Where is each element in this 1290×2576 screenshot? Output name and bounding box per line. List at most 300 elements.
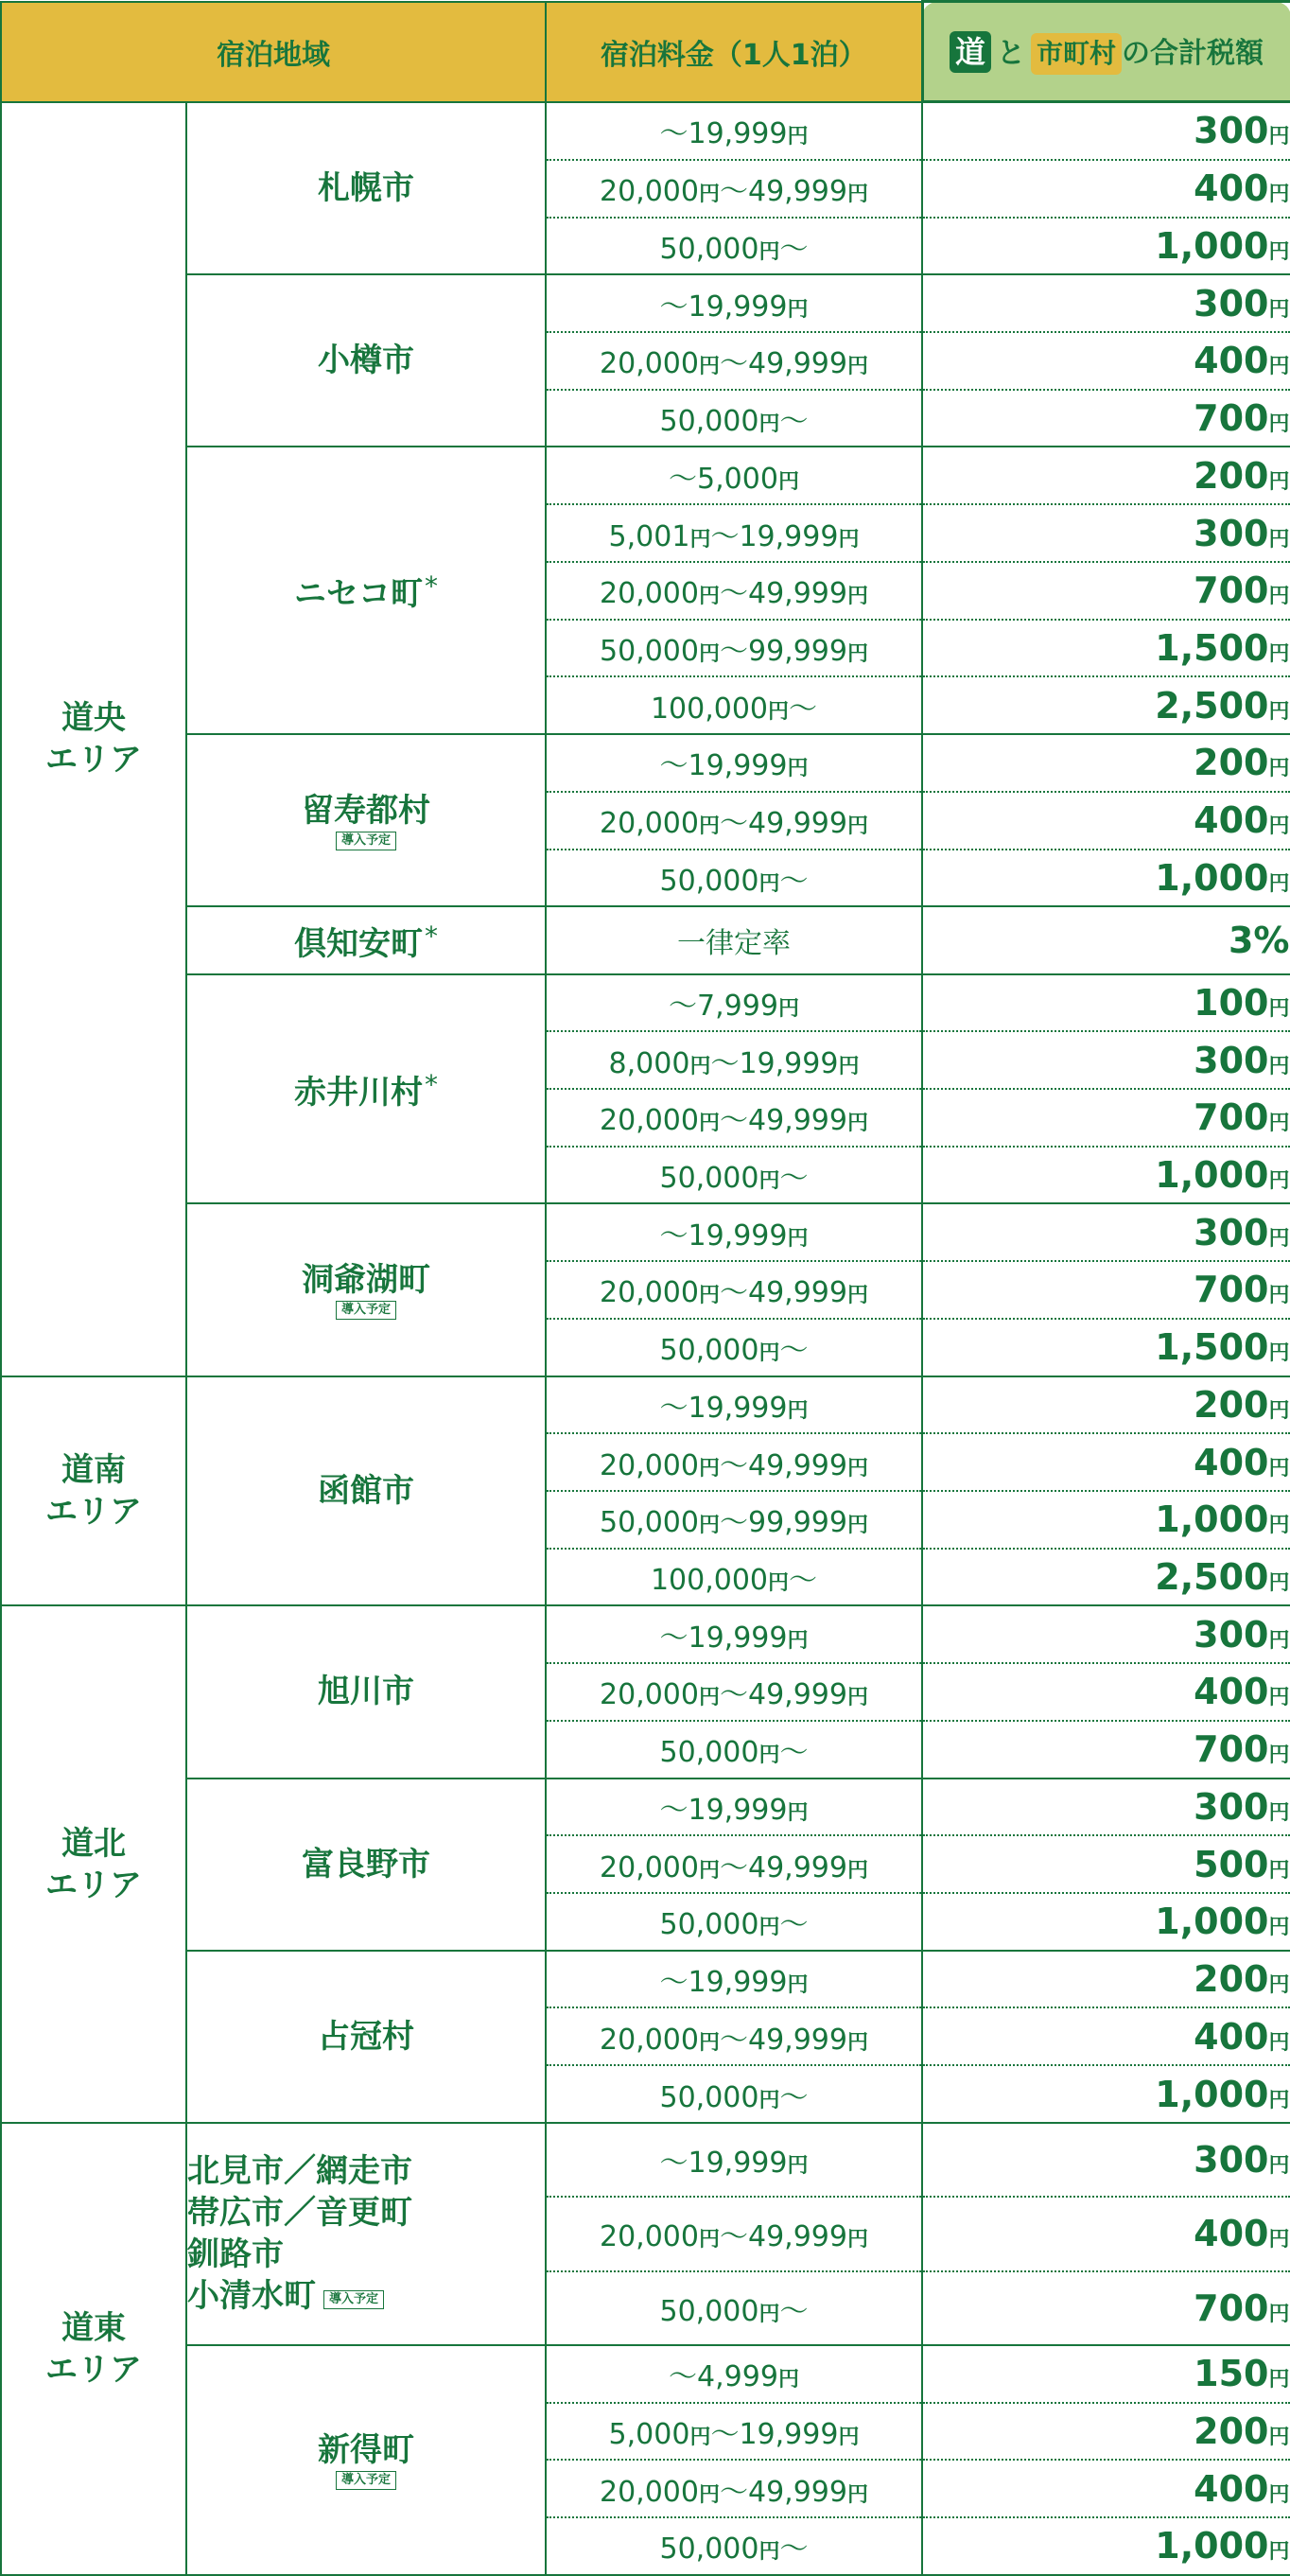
tax-amount-cell <box>922 2517 1290 2575</box>
tax-amount-cell <box>922 2123 1290 2197</box>
municipality-name: 釧路市 <box>187 2235 284 2274</box>
yen-unit: 円 <box>787 1398 809 1423</box>
yen-unit: 円 <box>758 1341 780 1366</box>
asterisk-mark: * <box>425 570 438 603</box>
yen-unit: 円 <box>838 2425 860 2449</box>
table-row <box>1 2123 1290 2197</box>
price-text: 〜19,999円 <box>659 749 809 783</box>
price-range-cell <box>546 1605 922 1663</box>
yen-unit: 円 <box>698 1284 720 1308</box>
yen-unit: 円 <box>1268 1858 1290 1883</box>
yen-unit: 円 <box>1268 1916 1290 1940</box>
tax-amount-cell <box>922 2197 1290 2270</box>
tax-value: 1,000 <box>1155 856 1269 899</box>
price-text: 5,001円〜19,999円 <box>608 519 860 553</box>
price-text: 20,000円〜49,999円 <box>600 2220 868 2254</box>
price-range-cell <box>546 2460 922 2517</box>
price-range-cell <box>546 447 922 504</box>
yen-unit: 円 <box>1268 297 1290 322</box>
yen-unit: 円 <box>698 355 720 379</box>
yen-unit: 円 <box>1268 1398 1290 1423</box>
tax-value: 700 <box>1194 2287 1269 2329</box>
tax-value: 400 <box>1194 2213 1269 2255</box>
yen-unit: 円 <box>1268 1571 1290 1596</box>
yen-unit: 円 <box>1268 183 1290 207</box>
yen-unit: 円 <box>846 641 868 666</box>
tax-value: 1,000 <box>1155 1498 1269 1541</box>
tax-value: 200 <box>1194 2410 1269 2452</box>
municipality-line <box>187 1470 545 1512</box>
price-range-cell <box>546 562 922 620</box>
municipality-line <box>187 1844 545 1885</box>
table-row <box>1 1203 1290 1261</box>
tax-amount-cell <box>922 1951 1290 2008</box>
price-text: 50,000円〜 <box>659 2080 809 2114</box>
price-text: 〜19,999円 <box>659 289 809 324</box>
yen-unit: 円 <box>1268 699 1290 724</box>
tax-amount-cell <box>922 1319 1290 1376</box>
price-range-cell <box>546 1549 922 1606</box>
yen-unit: 円 <box>698 2228 720 2252</box>
yen-unit: 円 <box>846 2228 868 2252</box>
tax-value: 200 <box>1194 742 1269 784</box>
municipality-name: 函館市 <box>318 1471 414 1510</box>
price-text: 〜19,999円 <box>659 1621 809 1655</box>
yen-unit: 円 <box>768 1571 790 1596</box>
tax-value: 300 <box>1194 1039 1269 1081</box>
price-range-cell <box>546 2517 922 2575</box>
tax-value: 2,500 <box>1155 1556 1269 1599</box>
price-range-cell <box>546 160 922 218</box>
tax-amount-cell <box>922 1491 1290 1549</box>
price-text: 20,000円〜49,999円 <box>600 1850 868 1884</box>
municipality-line <box>187 1259 545 1301</box>
tax-value: 700 <box>1194 1728 1269 1771</box>
asterisk-mark: * <box>425 1068 438 1100</box>
tax-amount-cell <box>922 1261 1290 1319</box>
municipality-cell <box>186 274 546 447</box>
price-text: 〜19,999円 <box>659 1793 809 1827</box>
tax-value: 300 <box>1194 512 1269 554</box>
price-text: 20,000円〜49,999円 <box>600 2023 868 2057</box>
table-row <box>1 102 1290 160</box>
price-range-cell <box>546 332 922 390</box>
price-text: 〜7,999円 <box>669 989 799 1023</box>
price-range-cell <box>546 1893 922 1951</box>
price-range-cell <box>546 1835 922 1893</box>
yen-unit: 円 <box>689 527 711 552</box>
city-badge: 市町村 <box>1031 33 1122 75</box>
yen-unit: 円 <box>698 183 720 207</box>
table-row <box>1 734 1290 792</box>
tax-amount-cell <box>922 1779 1290 1836</box>
municipality-name: 洞爺湖町 <box>302 1261 430 1300</box>
yen-unit: 円 <box>689 2425 711 2449</box>
yen-unit: 円 <box>758 412 780 437</box>
tax-amount-cell <box>922 792 1290 850</box>
yen-unit: 円 <box>787 757 809 781</box>
price-text: 一律定率 <box>677 926 791 960</box>
municipality-cell <box>186 1779 546 1951</box>
tax-value: 200 <box>1194 1383 1269 1426</box>
tax-value: 300 <box>1194 1211 1269 1253</box>
price-text: 50,000円〜 <box>659 864 809 898</box>
price-text: 50,000円〜 <box>659 1162 809 1196</box>
tax-value: 400 <box>1194 2015 1269 2058</box>
yen-unit: 円 <box>1268 469 1290 494</box>
price-text: 〜19,999円 <box>659 117 809 151</box>
tax-value: 700 <box>1194 1269 1269 1311</box>
tax-amount-cell <box>922 734 1290 792</box>
price-text: 8,000円〜19,999円 <box>608 1046 860 1080</box>
municipality-line <box>187 1671 545 1712</box>
tax-value: 1,000 <box>1155 224 1269 267</box>
yen-unit: 円 <box>1268 1226 1290 1251</box>
municipality-name: 小樽市 <box>318 342 414 380</box>
yen-unit: 円 <box>838 1054 860 1078</box>
yen-unit: 円 <box>846 2030 868 2055</box>
tax-value: 1,000 <box>1155 1154 1269 1197</box>
price-text: 100,000円〜 <box>650 692 818 726</box>
price-text: 100,000円〜 <box>650 1564 818 1598</box>
tax-amount-cell <box>922 974 1290 1032</box>
municipality-name: 北見市／網走市 <box>187 2152 412 2191</box>
yen-unit: 円 <box>787 1628 809 1653</box>
yen-unit: 円 <box>1268 239 1290 264</box>
intro-planned-badge: 導入予定 <box>336 832 396 850</box>
price-range-cell <box>546 1779 922 1836</box>
municipality-cell <box>186 1951 546 2123</box>
price-text: 20,000円〜49,999円 <box>600 347 868 381</box>
yen-unit: 円 <box>758 1744 780 1768</box>
tax-amount-cell <box>922 1031 1290 1089</box>
tax-value: 150 <box>1194 2353 1269 2395</box>
yen-unit: 円 <box>1268 1456 1290 1481</box>
tax-value: 400 <box>1194 1441 1269 1483</box>
table-row <box>1 974 1290 1032</box>
tax-value: 2,500 <box>1155 684 1269 727</box>
tax-value: 1,000 <box>1155 2525 1269 2567</box>
price-text: 50,000円〜 <box>659 1334 809 1368</box>
table-row <box>1 2345 1290 2403</box>
price-range-cell <box>546 2065 922 2123</box>
tax-amount-cell <box>922 2345 1290 2403</box>
yen-unit: 円 <box>846 585 868 609</box>
price-text: 〜19,999円 <box>659 1391 809 1425</box>
municipality-line <box>187 1064 545 1113</box>
yen-unit: 円 <box>1268 1054 1290 1078</box>
tax-amount-cell <box>922 274 1290 332</box>
yen-unit: 円 <box>1268 2425 1290 2449</box>
price-text: 50,000円〜99,999円 <box>600 1506 868 1540</box>
municipality-line <box>187 2234 545 2275</box>
tax-amount-cell <box>922 562 1290 620</box>
yen-unit: 円 <box>838 527 860 552</box>
yen-unit: 円 <box>846 1456 868 1481</box>
intro-planned-badge: 導入予定 <box>336 1301 396 1320</box>
municipality-cell <box>186 2345 546 2575</box>
tax-amount-cell <box>922 1376 1290 1434</box>
yen-unit: 円 <box>758 239 780 264</box>
yen-unit: 円 <box>1268 1284 1290 1308</box>
price-range-cell <box>546 274 922 332</box>
municipality-line <box>187 167 545 209</box>
yen-unit: 円 <box>758 1169 780 1194</box>
tax-amount-cell <box>922 1089 1290 1147</box>
yen-unit: 円 <box>1268 2228 1290 2252</box>
yen-unit: 円 <box>758 2540 780 2565</box>
municipality-line <box>187 2192 545 2234</box>
intro-planned-badge: 導入予定 <box>323 2290 384 2309</box>
price-text: 〜19,999円 <box>659 1218 809 1253</box>
municipality-name: 帯広市／音更町 <box>187 2194 412 2233</box>
yen-unit: 円 <box>698 2482 720 2507</box>
tax-amount-cell <box>922 2403 1290 2461</box>
yen-unit: 円 <box>1268 355 1290 379</box>
yen-unit: 円 <box>1268 641 1290 666</box>
price-range-cell <box>546 734 922 792</box>
price-range-cell <box>546 1491 922 1549</box>
tax-value: 700 <box>1194 1096 1269 1139</box>
yen-unit: 円 <box>1268 757 1290 781</box>
yen-unit: 円 <box>758 871 780 896</box>
tax-amount-cell <box>922 850 1290 907</box>
yen-unit: 円 <box>698 1514 720 1538</box>
price-range-cell <box>546 1147 922 1204</box>
table-row <box>1 1376 1290 1434</box>
tax-amount-cell <box>922 2007 1290 2065</box>
municipality-name: 倶知安町 <box>294 924 423 963</box>
yen-unit: 円 <box>689 1054 711 1078</box>
tax-amount-cell <box>922 332 1290 390</box>
municipality-cell <box>186 1376 546 1606</box>
yen-unit: 円 <box>846 355 868 379</box>
price-range-cell <box>546 676 922 734</box>
yen-unit: 円 <box>1268 2088 1290 2112</box>
tax-amount-cell <box>922 1147 1290 1204</box>
price-text: 5,000円〜19,999円 <box>608 2417 860 2451</box>
tax-amount-cell <box>922 1893 1290 1951</box>
price-range-cell <box>546 390 922 447</box>
municipality-name: 新得町 <box>318 2431 414 2470</box>
tax-amount-cell <box>922 218 1290 275</box>
municipality-cell <box>186 447 546 734</box>
tax-value: 3% <box>1228 919 1290 961</box>
municipality-cell <box>186 2123 546 2345</box>
yen-unit: 円 <box>787 125 809 149</box>
tax-value: 700 <box>1194 570 1269 612</box>
yen-unit: 円 <box>846 183 868 207</box>
price-text: 〜19,999円 <box>659 2147 809 2181</box>
yen-unit: 円 <box>1268 815 1290 839</box>
price-range-cell <box>546 2271 922 2345</box>
yen-unit: 円 <box>787 297 809 322</box>
yen-unit: 円 <box>846 2482 868 2507</box>
yen-unit: 円 <box>787 1226 809 1251</box>
tax-header-suffix: の合計税額 <box>1122 36 1264 70</box>
tax-value: 100 <box>1194 981 1269 1024</box>
price-range-cell <box>546 1433 922 1491</box>
tax-amount-cell <box>922 1605 1290 1663</box>
asterisk-mark: * <box>425 920 438 952</box>
tax-column-header <box>922 2 1290 102</box>
yen-unit: 円 <box>777 2368 799 2392</box>
price-range-cell <box>546 850 922 907</box>
yen-unit: 円 <box>1268 412 1290 437</box>
municipality-name: 小清水町 <box>187 2277 316 2316</box>
price-range-cell <box>546 102 922 160</box>
tax-amount-cell <box>922 504 1290 562</box>
table-row <box>1 274 1290 332</box>
tax-amount-cell <box>922 102 1290 160</box>
price-text: 20,000円〜49,999円 <box>600 577 868 611</box>
yen-unit: 円 <box>1268 1628 1290 1653</box>
municipality-line <box>187 340 545 381</box>
yen-unit: 円 <box>698 2030 720 2055</box>
yen-unit: 円 <box>1268 2482 1290 2507</box>
yen-unit: 円 <box>698 641 720 666</box>
yen-unit: 円 <box>1268 1112 1290 1136</box>
price-text: 20,000円〜49,999円 <box>600 1678 868 1712</box>
yen-unit: 円 <box>698 1858 720 1883</box>
yen-unit: 円 <box>1268 2368 1290 2392</box>
tax-amount-cell <box>922 1549 1290 1606</box>
yen-unit: 円 <box>846 1686 868 1710</box>
yen-unit: 円 <box>846 1858 868 1883</box>
price-range-cell <box>546 1203 922 1261</box>
yen-unit: 円 <box>1268 871 1290 896</box>
tax-value: 200 <box>1194 1958 1269 2001</box>
table-row <box>1 906 1290 973</box>
tax-amount-cell <box>922 620 1290 677</box>
price-text: 20,000円〜49,999円 <box>600 1276 868 1310</box>
table-row <box>1 1951 1290 2008</box>
yen-unit: 円 <box>1268 2302 1290 2326</box>
tax-amount-cell <box>922 1663 1290 1721</box>
municipality-line <box>187 2016 545 2058</box>
price-range-cell <box>546 2123 922 2197</box>
price-text: 20,000円〜49,999円 <box>600 807 868 841</box>
price-range-cell <box>546 2345 922 2403</box>
municipality-cell <box>186 906 546 973</box>
municipality-cell <box>186 734 546 906</box>
yen-unit: 円 <box>1268 2540 1290 2565</box>
price-range-cell <box>546 1951 922 2008</box>
price-range-cell <box>546 2403 922 2461</box>
yen-unit: 円 <box>1268 527 1290 552</box>
price-text: 50,000円〜 <box>659 2294 809 2328</box>
price-text: 20,000円〜49,999円 <box>600 175 868 209</box>
yen-unit: 円 <box>1268 2154 1290 2179</box>
table-body <box>1 102 1290 2576</box>
yen-unit: 円 <box>758 1916 780 1940</box>
municipality-name: 札幌市 <box>318 168 414 207</box>
price-text: 20,000円〜49,999円 <box>600 1448 868 1482</box>
municipality-cell <box>186 102 546 275</box>
tax-value: 300 <box>1194 2139 1269 2182</box>
price-range-cell <box>546 1089 922 1147</box>
price-range-cell <box>546 2007 922 2065</box>
tax-value: 1,500 <box>1155 626 1269 669</box>
municipality-name: 留寿都村 <box>302 792 430 831</box>
yen-unit: 円 <box>698 585 720 609</box>
tax-header-connector: と <box>997 36 1025 70</box>
yen-unit: 円 <box>768 699 790 724</box>
municipality-name: 富良野市 <box>302 1845 430 1884</box>
price-range-cell <box>546 1319 922 1376</box>
area-cell: 道央 エリア <box>1 102 186 1376</box>
municipality-line <box>187 916 545 965</box>
yen-unit: 円 <box>1268 1973 1290 1998</box>
tax-value: 300 <box>1194 110 1269 152</box>
tax-value: 300 <box>1194 1613 1269 1656</box>
price-text: 50,000円〜 <box>659 1736 809 1770</box>
price-range-cell <box>546 2197 922 2270</box>
price-range-cell <box>546 974 922 1032</box>
tax-amount-cell <box>922 390 1290 447</box>
price-range-cell <box>546 218 922 275</box>
intro-planned-badge: 導入予定 <box>336 2471 396 2490</box>
price-text: 50,000円〜 <box>659 405 809 439</box>
tax-value: 400 <box>1194 167 1269 210</box>
yen-unit: 円 <box>1268 1744 1290 1768</box>
tax-amount-cell <box>922 1433 1290 1491</box>
tax-value: 400 <box>1194 1671 1269 1713</box>
tax-amount-cell <box>922 1721 1290 1779</box>
price-range-cell <box>546 792 922 850</box>
yen-unit: 円 <box>846 1112 868 1136</box>
tax-amount-cell <box>922 906 1290 973</box>
tax-value: 400 <box>1194 2467 1269 2510</box>
yen-unit: 円 <box>1268 1514 1290 1538</box>
municipality-line <box>187 566 545 615</box>
yen-unit: 円 <box>846 1284 868 1308</box>
yen-unit: 円 <box>787 1800 809 1825</box>
yen-unit: 円 <box>777 996 799 1021</box>
table-row <box>1 447 1290 504</box>
tax-amount-cell <box>922 447 1290 504</box>
price-range-cell <box>546 1261 922 1319</box>
price-range-cell <box>546 620 922 677</box>
area-cell: 道東 エリア <box>1 2123 186 2575</box>
yen-unit: 円 <box>698 1456 720 1481</box>
price-range-cell <box>546 1031 922 1089</box>
table-row <box>1 1605 1290 1663</box>
tax-amount-cell <box>922 1835 1290 1893</box>
tax-amount-cell <box>922 1203 1290 1261</box>
tax-amount-cell <box>922 2271 1290 2345</box>
municipality-line <box>187 2429 545 2471</box>
table-row <box>1 1779 1290 1836</box>
price-text: 20,000円〜49,999円 <box>600 1104 868 1138</box>
municipality-name: 赤井川村 <box>294 1073 423 1112</box>
tax-amount-cell <box>922 2460 1290 2517</box>
area-column-header: 宿泊地域 <box>1 2 546 102</box>
yen-unit: 円 <box>1268 125 1290 149</box>
yen-unit: 円 <box>846 1514 868 1538</box>
municipality-cell <box>186 1203 546 1376</box>
yen-unit: 円 <box>846 815 868 839</box>
municipality-line <box>187 2150 545 2192</box>
price-text: 50,000円〜99,999円 <box>600 634 868 668</box>
yen-unit: 円 <box>1268 996 1290 1021</box>
yen-unit: 円 <box>698 1686 720 1710</box>
price-text: 50,000円〜 <box>659 1908 809 1942</box>
tax-amount-cell <box>922 2065 1290 2123</box>
municipality-line <box>187 790 545 832</box>
tax-value: 1,000 <box>1155 2073 1269 2115</box>
municipality-cell <box>186 1605 546 1778</box>
